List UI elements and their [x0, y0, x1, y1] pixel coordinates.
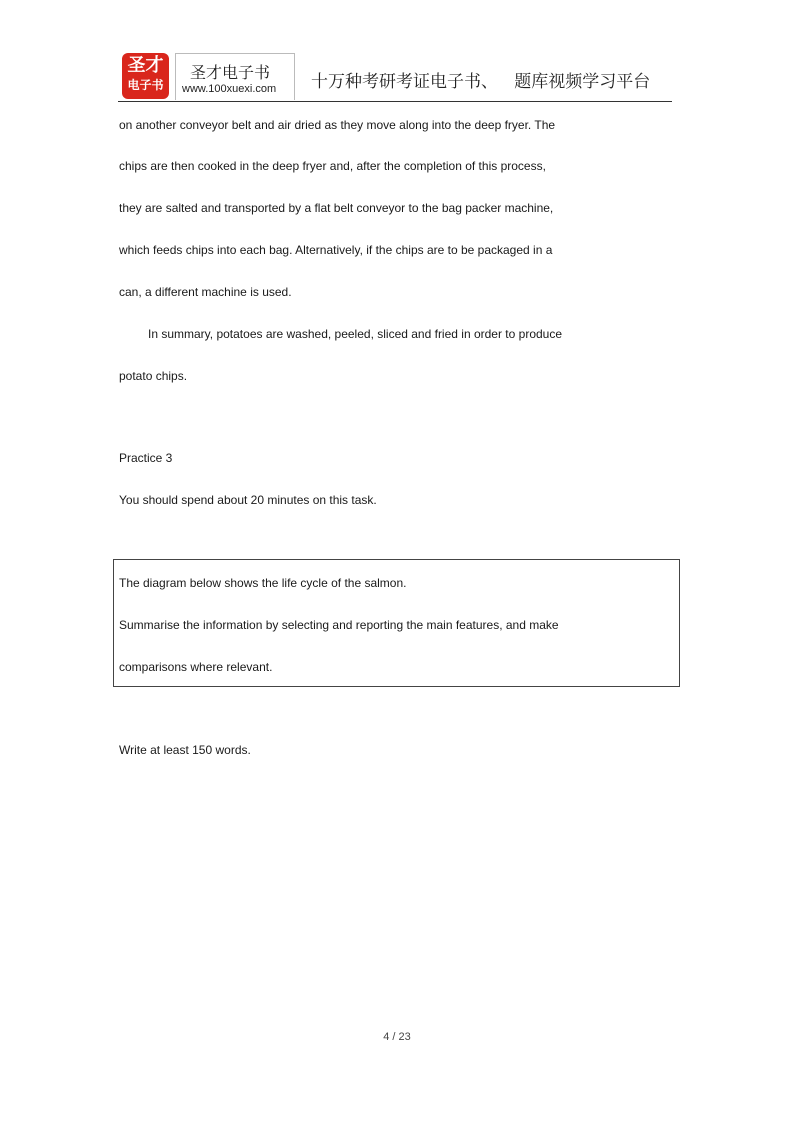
brand-logo	[122, 53, 169, 99]
summary-line: In summary, potatoes are washed, peeled, sliced and fried in order to produce	[148, 327, 563, 341]
logo-text-top: 圣才	[127, 55, 164, 76]
task-line: The diagram below shows the life cycle of the salmon.	[119, 576, 407, 590]
page-number: 4 / 23	[383, 1031, 411, 1043]
task-line: Summarise the information by selecting and reporting the main features, and make	[119, 618, 559, 632]
header-slogan: 十万种考研考证电子书、 题库视频学习平台	[311, 72, 651, 92]
body-line: on another conveyor belt and air dried as they move along into the deep fryer. The	[119, 118, 556, 132]
task-box	[113, 559, 680, 687]
brand-box	[175, 53, 295, 100]
word-instruction: Write at least 150 words.	[119, 743, 251, 757]
brand-url: www.100xuexi.com	[182, 83, 277, 95]
page-header	[118, 51, 672, 102]
logo-text-bottom: 电子书	[127, 78, 164, 92]
body-line: can, a different machine is used.	[119, 285, 292, 299]
summary-line: potato chips.	[119, 369, 188, 383]
body-line: which feeds chips into each bag. Alternatively, if the chips are to be packaged in a	[119, 243, 553, 257]
time-instruction: You should spend about 20 minutes on this task.	[119, 493, 377, 507]
body-line: chips are then cooked in the deep fryer and, after the completion of this process,	[119, 159, 546, 173]
task-line: comparisons where relevant.	[119, 660, 273, 674]
brand-name: 圣才电子书	[190, 63, 271, 82]
body-line: they are salted and transported by a flat belt conveyor to the bag packer machine,	[119, 201, 554, 215]
practice-heading: Practice 3	[119, 451, 173, 465]
